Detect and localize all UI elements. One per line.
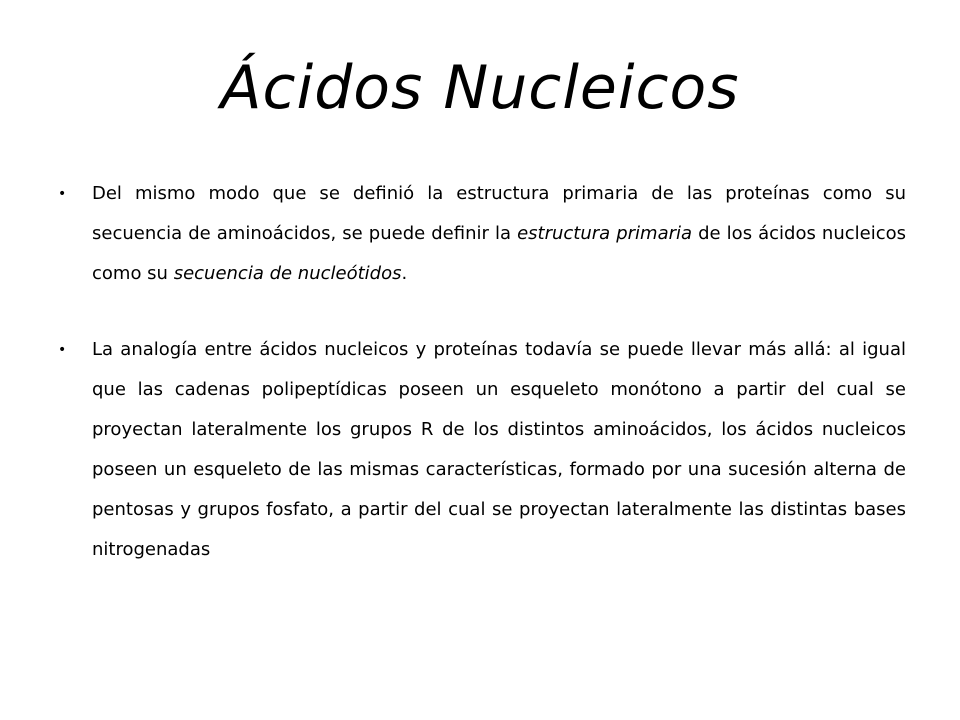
- bullet-text-segment: de los ácidos nucleicos como su: [92, 223, 906, 284]
- bullet-marker: •: [58, 342, 67, 358]
- bullet-item-primary-structure: [58, 174, 906, 294]
- bullet-item-analogy: [58, 330, 906, 570]
- bullet-list: [58, 174, 906, 570]
- slide-title: Ácidos Nucleicos: [220, 53, 740, 123]
- bullet-text-segment: Del mismo modo que se definió la estructura primaria de las proteínas como su secuencia de aminoácidos, se puede definir la: [92, 183, 906, 244]
- emphasis-estructura-primaria: estructura primaria: [517, 223, 693, 244]
- bullet-marker: •: [58, 186, 67, 202]
- emphasis-secuencia-nucleotidos: secuencia de nucleótidos: [173, 263, 402, 284]
- bullet-text-segment: .: [401, 263, 408, 284]
- bullet-text: La analogía entre ácidos nucleicos y proteínas todavía se puede llevar más allá: al igual que las cadenas polipeptídicas poseen un esqueleto monótono a partir del cual se proyectan lateralmente los grupos R de los distintos aminoácidos, los ácidos nucleicos poseen un esqueleto de las mismas características, formado por una sucesión alterna de pentosas y grupos fosfato, a partir del cual se proyectan lateralmente las distintas bases nitrogenadas: [92, 339, 906, 560]
